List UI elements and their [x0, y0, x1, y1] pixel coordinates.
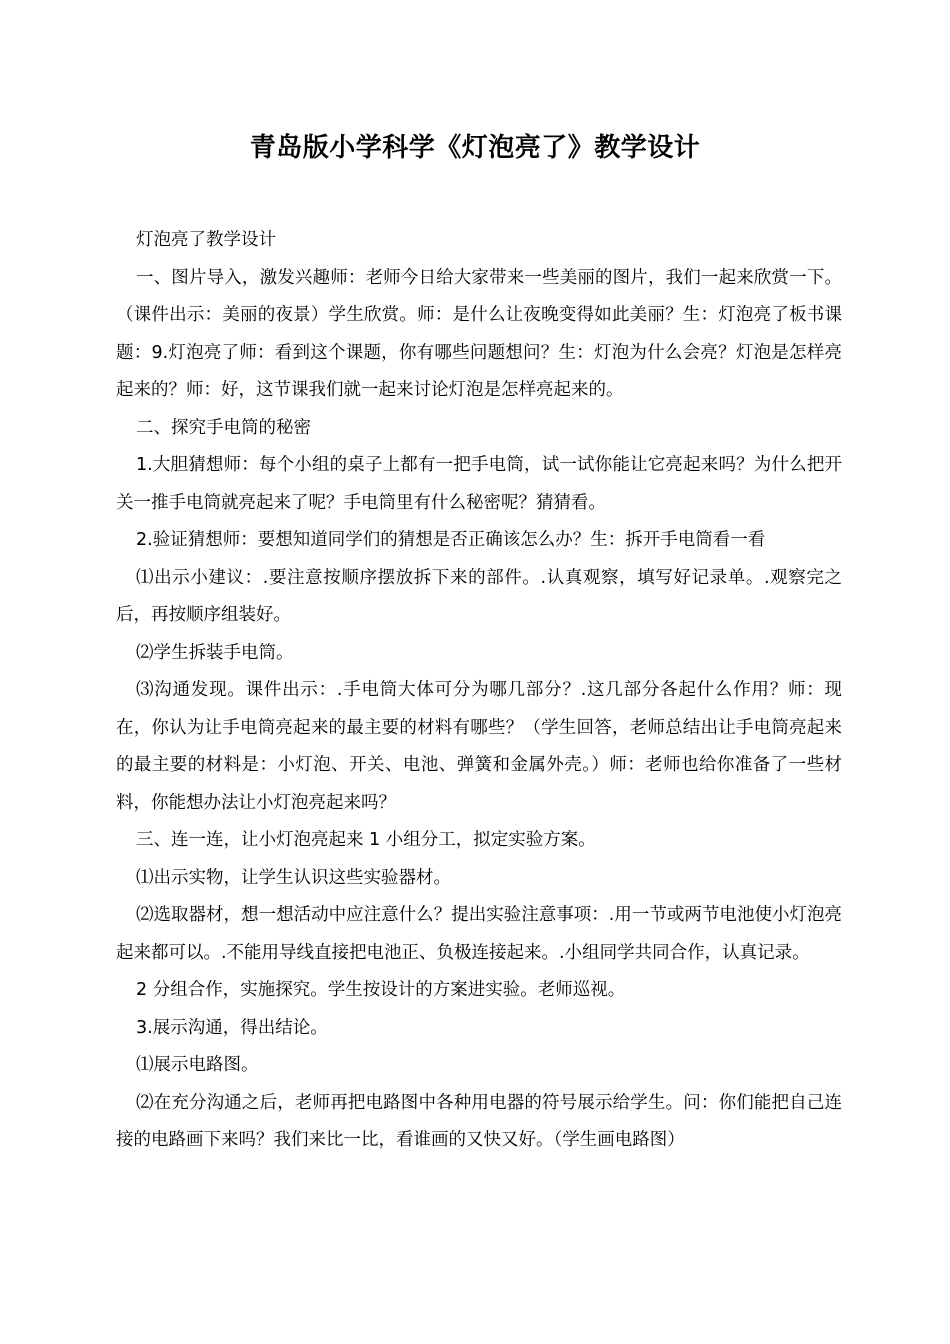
paragraph-circuit-diagram: ⑴展示电路图。	[136, 1055, 259, 1075]
document-title: 青岛版小学科学《灯泡亮了》教学设计	[249, 133, 701, 163]
paragraph-verify: 2.验证猜想师：要想知道同学们的猜想是否正确该怎么办？生：拆开手电筒看一看	[136, 530, 766, 550]
paragraph-materials: ⑴出示实物，让学生认识这些实验器材。	[136, 867, 451, 888]
paragraph-group-work: 2 分组合作，实施探究。学生按设计的方案进实验。老师巡视。	[136, 980, 626, 1000]
paragraph-section-1: 一、图片导入，激发兴趣师：老师今日给大家带来一些美丽的图片，我们一起来欣赏一下。（课件出示：美丽的夜景）学生欣赏。师：是什么让夜晚变得如此美丽？生：灯泡亮了板书课题：9.灯泡亮了师：看到这个课题，你有哪些问题想问？生：灯泡为什么会亮？灯泡是怎样亮起来的？师：好，这节课我们就一起来讨论灯泡是怎样亮起来的。	[116, 267, 842, 400]
paragraph-show-conclude: 3.展示沟通，得出结论。	[136, 1017, 328, 1038]
paragraph-disassemble: ⑵学生拆装手电筒。	[136, 642, 294, 663]
paragraph-guess: 1.大胆猜想师：每个小组的桌子上都有一把手电筒，试一试你能让它亮起来吗？为什么把开关一推手电筒就亮起来了呢？手电筒里有什么秘密呢？猜猜看。	[116, 455, 842, 513]
paragraph-discuss: ⑶沟通发现。课件出示：.手电筒大体可分为哪几部分？.这几部分各起什么作用？师：现在，你认为让手电筒亮起来的最主要的材料有哪些？（学生回答，老师总结出让手电筒亮起来的最主要的材料是：小灯泡、开关、电池、弹簧和金属外壳。）师：老师也给你准备了一些材料，你能想办法让小灯泡亮起来吗？	[116, 680, 842, 813]
paragraph-symbols: ⑵在充分沟通之后，老师再把电路图中各种用电器的符号展示给学生。问：你们能把自己连接的电路画下来吗？我们来比一比，看谁画的又快又好。（学生画电路图）	[116, 1092, 842, 1150]
paragraph-section-2-heading: 二、探究手电筒的秘密	[136, 417, 311, 438]
document-body	[116, 222, 842, 1160]
paragraph-precautions: ⑵选取器材，想一想活动中应注意什么？提出实验注意事项：.用一节或两节电池使小灯泡亮起来都可以。.不能用导线直接把电池正、负极连接起来。.小组同学共同合作，认真记录。	[116, 905, 842, 963]
paragraph-section-3-heading: 三、连一连，让小灯泡亮起来 1 小组分工，拟定实验方案。	[136, 830, 596, 850]
paragraph-suggestions: ⑴出示小建议：.要注意按顺序摆放拆下来的部件。.认真观察，填写好记录单。.观察完之后，再按顺序组装好。	[116, 567, 842, 625]
paragraph-subtitle: 灯泡亮了教学设计	[136, 230, 276, 250]
